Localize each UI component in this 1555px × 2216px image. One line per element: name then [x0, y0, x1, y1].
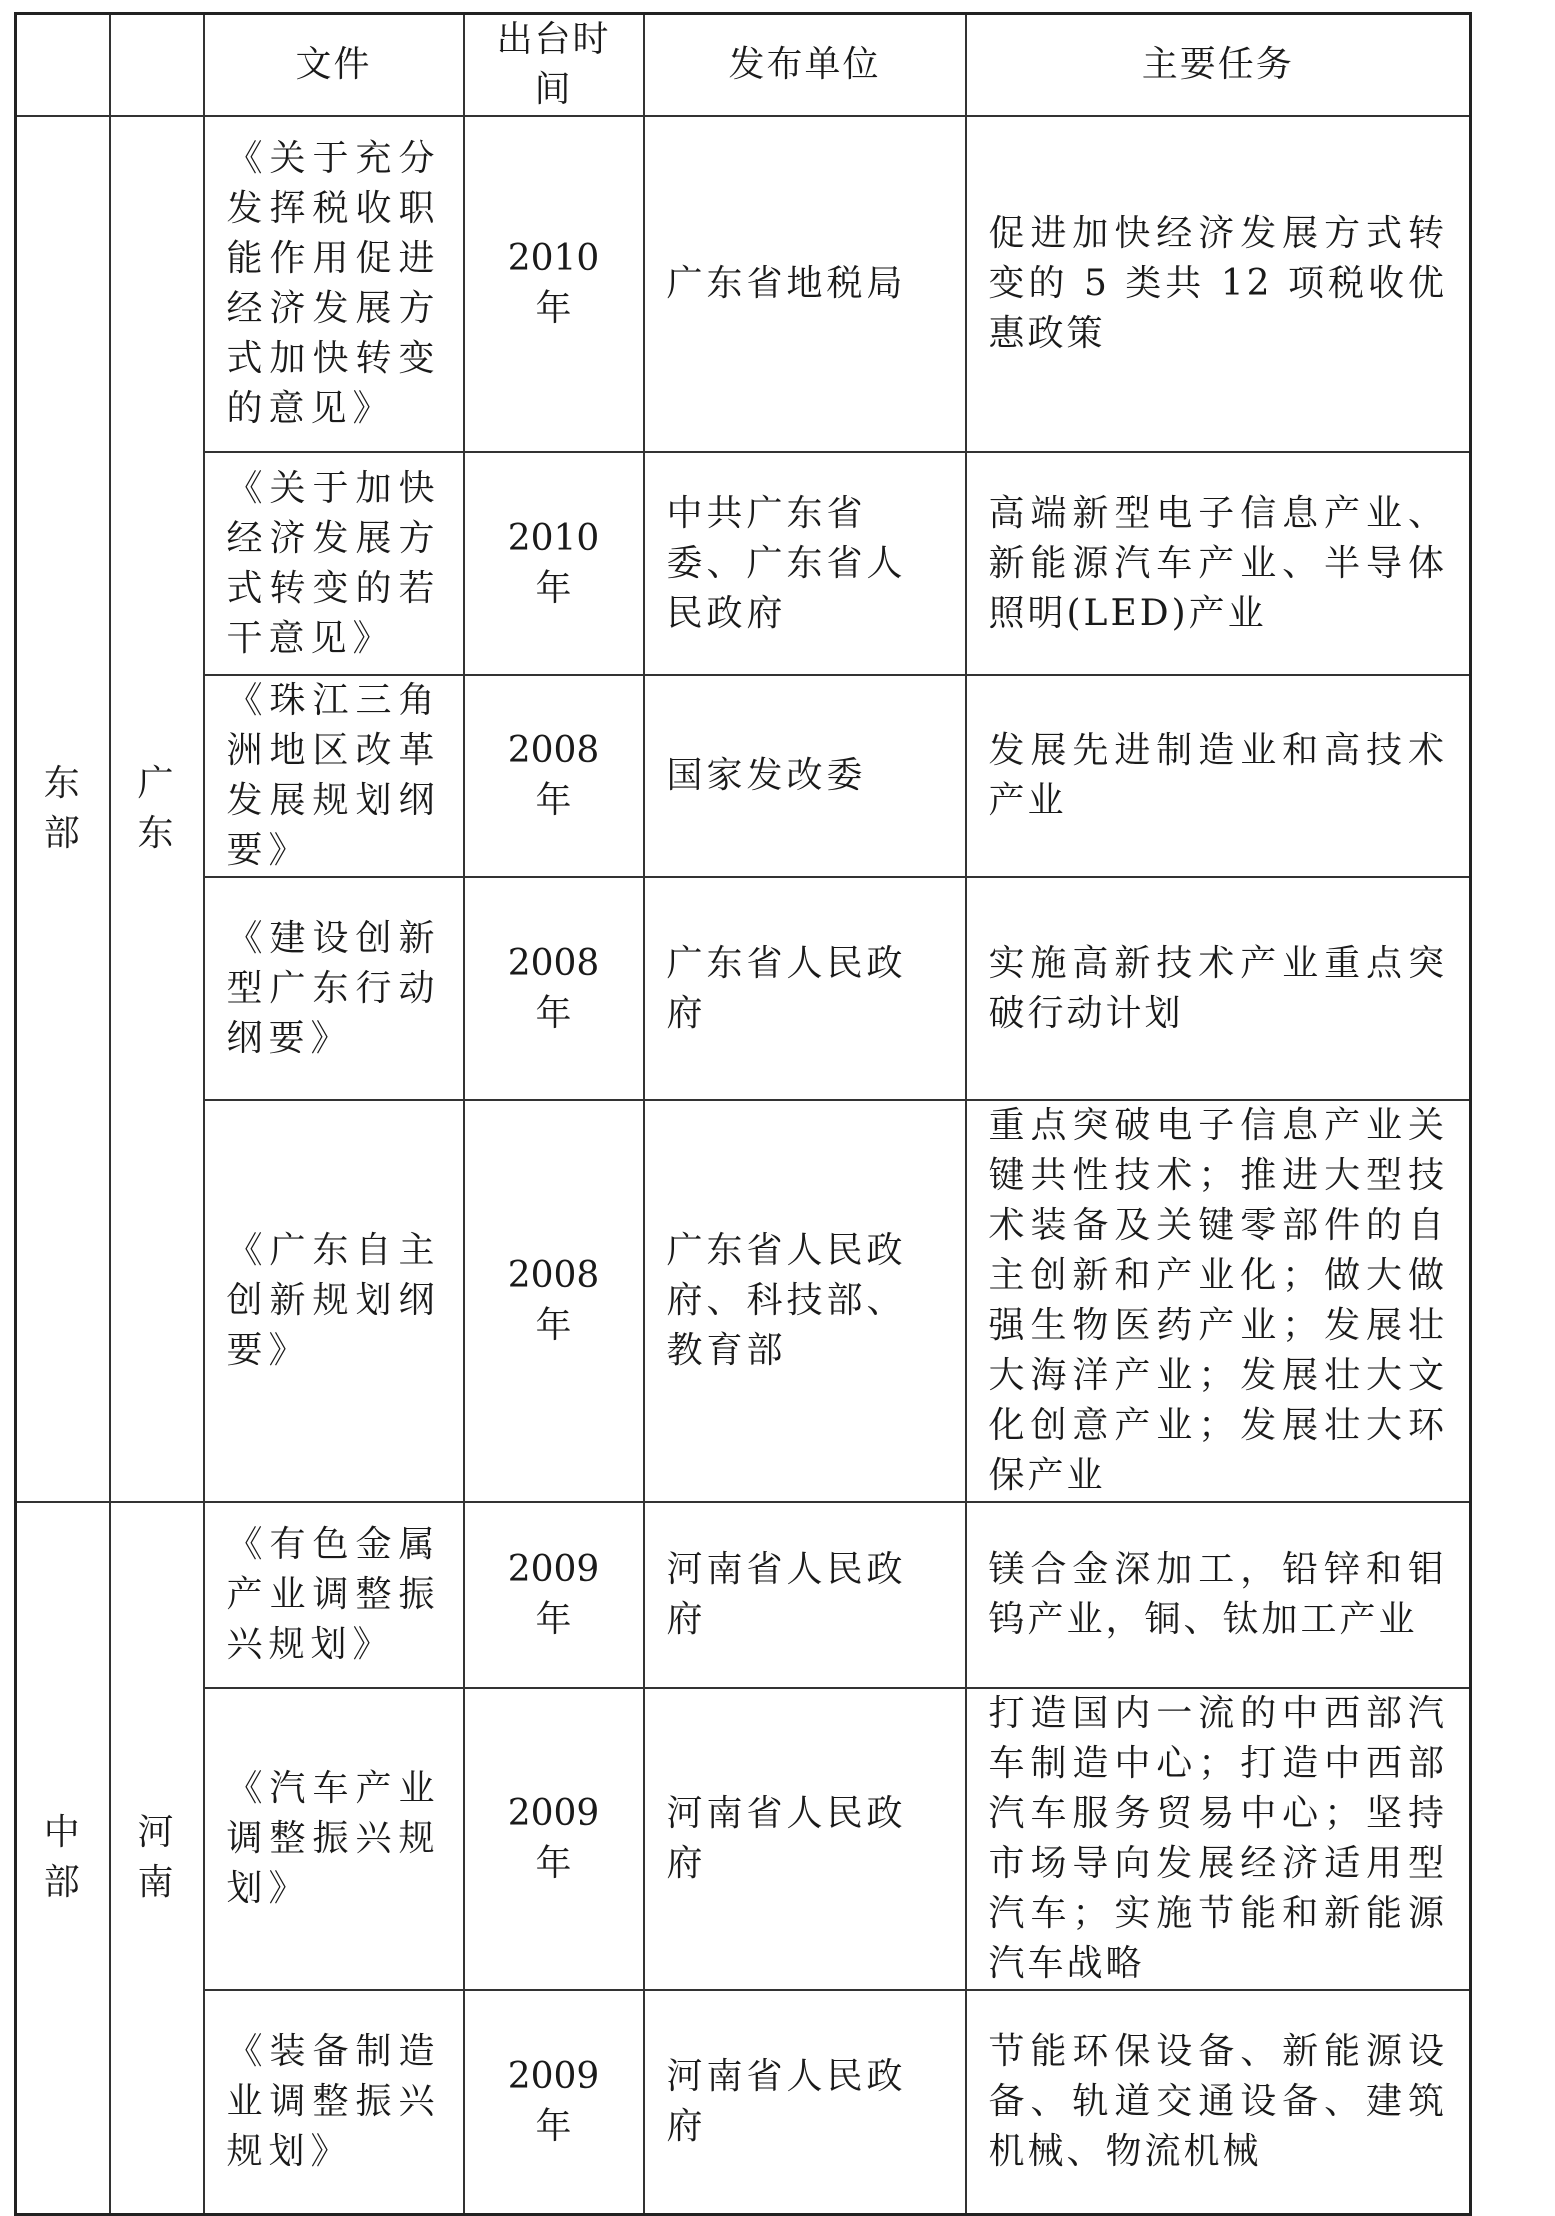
header-document: 文件 [204, 14, 464, 117]
header-region [16, 14, 110, 117]
province-cell: 河南 [110, 1502, 204, 2214]
tasks-cell: 发展先进制造业和高技术产业 [966, 675, 1471, 877]
tasks-cell: 镁合金深加工，铅锌和钼钨产业，铜、钛加工产业 [966, 1502, 1471, 1688]
document-cell: 《珠江三角洲地区改革发展规划纲要》 [204, 675, 464, 877]
document-cell: 《有色金属产业调整振兴规划》 [204, 1502, 464, 1688]
tasks-cell: 高端新型电子信息产业、新能源汽车产业、半导体照明(LED)产业 [966, 452, 1471, 675]
date-cell: 2009 年 [464, 1990, 644, 2214]
header-issuer: 发布单位 [644, 14, 966, 117]
issuer-cell: 中共广东省委、广东省人民政府 [644, 452, 966, 675]
tasks-cell: 节能环保设备、新能源设备、轨道交通设备、建筑机械、物流机械 [966, 1990, 1471, 2214]
region-cell: 中部 [16, 1502, 110, 2214]
date-cell: 2008 年 [464, 1100, 644, 1502]
date-cell: 2008 年 [464, 877, 644, 1100]
table-row [16, 1990, 1471, 2214]
header-date: 出台时间 [464, 14, 644, 117]
table-row [16, 1688, 1471, 1990]
document-cell: 《装备制造业调整振兴规划》 [204, 1990, 464, 2214]
date-cell: 2010 年 [464, 452, 644, 675]
table-row [16, 452, 1471, 675]
date-cell: 2010 年 [464, 116, 644, 452]
tasks-cell: 重点突破电子信息产业关键共性技术；推进大型技术装备及关键零部件的自主创新和产业化；做大做强生物医药产业；发展壮大海洋产业；发展壮大文化创意产业；发展壮大环保产业 [966, 1100, 1471, 1502]
table-row [16, 1100, 1471, 1502]
issuer-cell: 河南省人民政府 [644, 1990, 966, 2214]
table-row [16, 116, 1471, 452]
table-header [16, 14, 1471, 117]
issuer-cell: 河南省人民政府 [644, 1688, 966, 1990]
issuer-cell: 广东省人民政府 [644, 877, 966, 1100]
table-row [16, 675, 1471, 877]
region-cell: 东部 [16, 116, 110, 1502]
table-row [16, 1502, 1471, 1688]
province-cell: 广东 [110, 116, 204, 1502]
header-province [110, 14, 204, 117]
table-row [16, 877, 1471, 1100]
document-cell: 《关于充分发挥税收职能作用促进经济发展方式加快转变的意见》 [204, 116, 464, 452]
document-cell: 《汽车产业调整振兴规划》 [204, 1688, 464, 1990]
date-cell: 2009 年 [464, 1502, 644, 1688]
document-cell: 《广东自主创新规划纲要》 [204, 1100, 464, 1502]
issuer-cell: 河南省人民政府 [644, 1502, 966, 1688]
tasks-cell: 打造国内一流的中西部汽车制造中心；打造中西部汽车服务贸易中心；坚持市场导向发展经济适用型汽车；实施节能和新能源汽车战略 [966, 1688, 1471, 1990]
issuer-cell: 广东省地税局 [644, 116, 966, 452]
document-cell: 《建设创新型广东行动纲要》 [204, 877, 464, 1100]
header-tasks: 主要任务 [966, 14, 1471, 117]
date-cell: 2009 年 [464, 1688, 644, 1990]
issuer-cell: 国家发改委 [644, 675, 966, 877]
tasks-cell: 促进加快经济发展方式转变的 5 类共 12 项税收优惠政策 [966, 116, 1471, 452]
tasks-cell: 实施高新技术产业重点突破行动计划 [966, 877, 1471, 1100]
issuer-cell: 广东省人民政府、科技部、教育部 [644, 1100, 966, 1502]
document-cell: 《关于加快经济发展方式转变的若干意见》 [204, 452, 464, 675]
date-cell: 2008 年 [464, 675, 644, 877]
policy-table [14, 12, 1472, 2216]
